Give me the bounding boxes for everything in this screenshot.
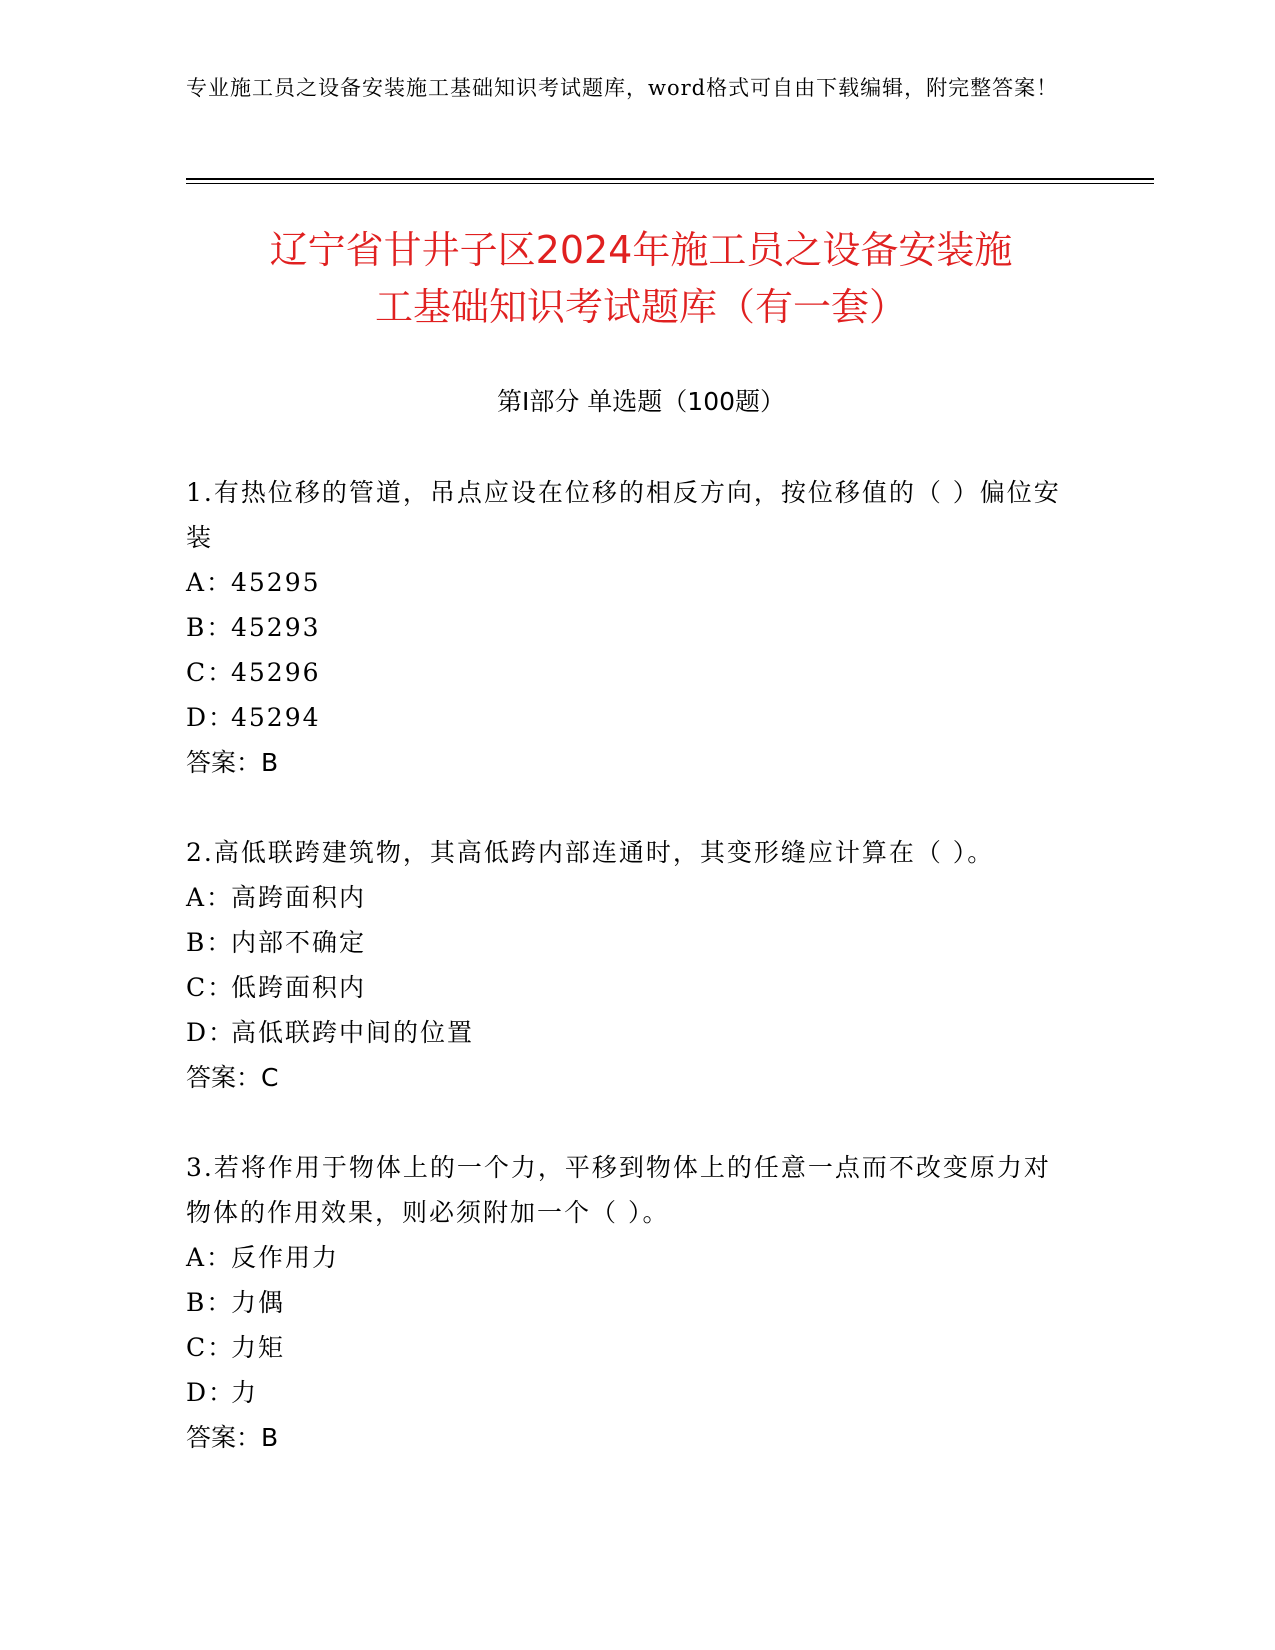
option-text: 45295	[231, 568, 321, 597]
question-stem: 1.有热位移的管道，吊点应设在位移的相反方向，按位移值的（ ）偏位安装	[186, 478, 1061, 552]
question-3	[186, 1145, 1066, 1460]
header-divider-thin	[186, 183, 1154, 184]
question-stem: 2.高低联跨建筑物，其高低跨内部连通时，其变形缝应计算在（ ）。	[186, 838, 995, 867]
option-d	[186, 1010, 1066, 1055]
option-text: 反作用力	[231, 1243, 340, 1272]
option-d	[186, 1370, 1066, 1415]
option-b	[186, 605, 1066, 650]
option-key: C：	[186, 658, 235, 687]
option-text: 45293	[231, 613, 321, 642]
option-b	[186, 920, 1066, 965]
option-key: C：	[186, 973, 235, 1002]
answer: 答案：C	[186, 1063, 279, 1092]
answer: 答案：B	[186, 1423, 279, 1452]
option-key: A：	[186, 1243, 234, 1272]
question-2	[186, 830, 1066, 1100]
question-stem: 3.若将作用于物体上的一个力，平移到物体上的任意一点而不改变原力对物体的作用效果，则必须附加一个（ ）。	[186, 1153, 1051, 1227]
option-key: D：	[186, 1018, 236, 1047]
option-text: 高跨面积内	[231, 883, 367, 912]
option-text: 45296	[231, 658, 321, 687]
option-c	[186, 650, 1066, 695]
option-a	[186, 560, 1066, 605]
option-text: 力矩	[231, 1333, 286, 1362]
option-text: 45294	[231, 703, 321, 732]
option-key: D：	[186, 1378, 236, 1407]
option-text: 低跨面积内	[231, 973, 367, 1002]
option-key: C：	[186, 1333, 235, 1362]
document-title	[186, 222, 1096, 336]
option-key: D：	[186, 703, 236, 732]
option-text: 高低联跨中间的位置	[231, 1018, 475, 1047]
document-title-line-2: 工基础知识考试题库（有一套）	[374, 285, 907, 329]
option-key: B：	[186, 613, 234, 642]
document-title-line-1: 辽宁省甘井子区2024年施工员之设备安装施	[269, 228, 1013, 272]
option-b	[186, 1280, 1066, 1325]
option-key: B：	[186, 928, 234, 957]
header-divider-thick	[186, 178, 1154, 180]
option-d	[186, 695, 1066, 740]
header-note: 专业施工员之设备安装施工基础知识考试题库，word格式可自由下载编辑，附完整答案！	[186, 76, 1059, 100]
option-text: 内部不确定	[231, 928, 367, 957]
option-a	[186, 875, 1066, 920]
option-c	[186, 1325, 1066, 1370]
option-key: B：	[186, 1288, 234, 1317]
option-key: A：	[186, 568, 234, 597]
question-1	[186, 470, 1066, 785]
option-text: 力偶	[231, 1288, 286, 1317]
section-title: 第Ⅰ部分 单选题（100题）	[496, 387, 786, 416]
option-text: 力	[231, 1378, 259, 1407]
option-key: A：	[186, 883, 234, 912]
option-a	[186, 1235, 1066, 1280]
option-c	[186, 965, 1066, 1010]
answer: 答案：B	[186, 748, 279, 777]
